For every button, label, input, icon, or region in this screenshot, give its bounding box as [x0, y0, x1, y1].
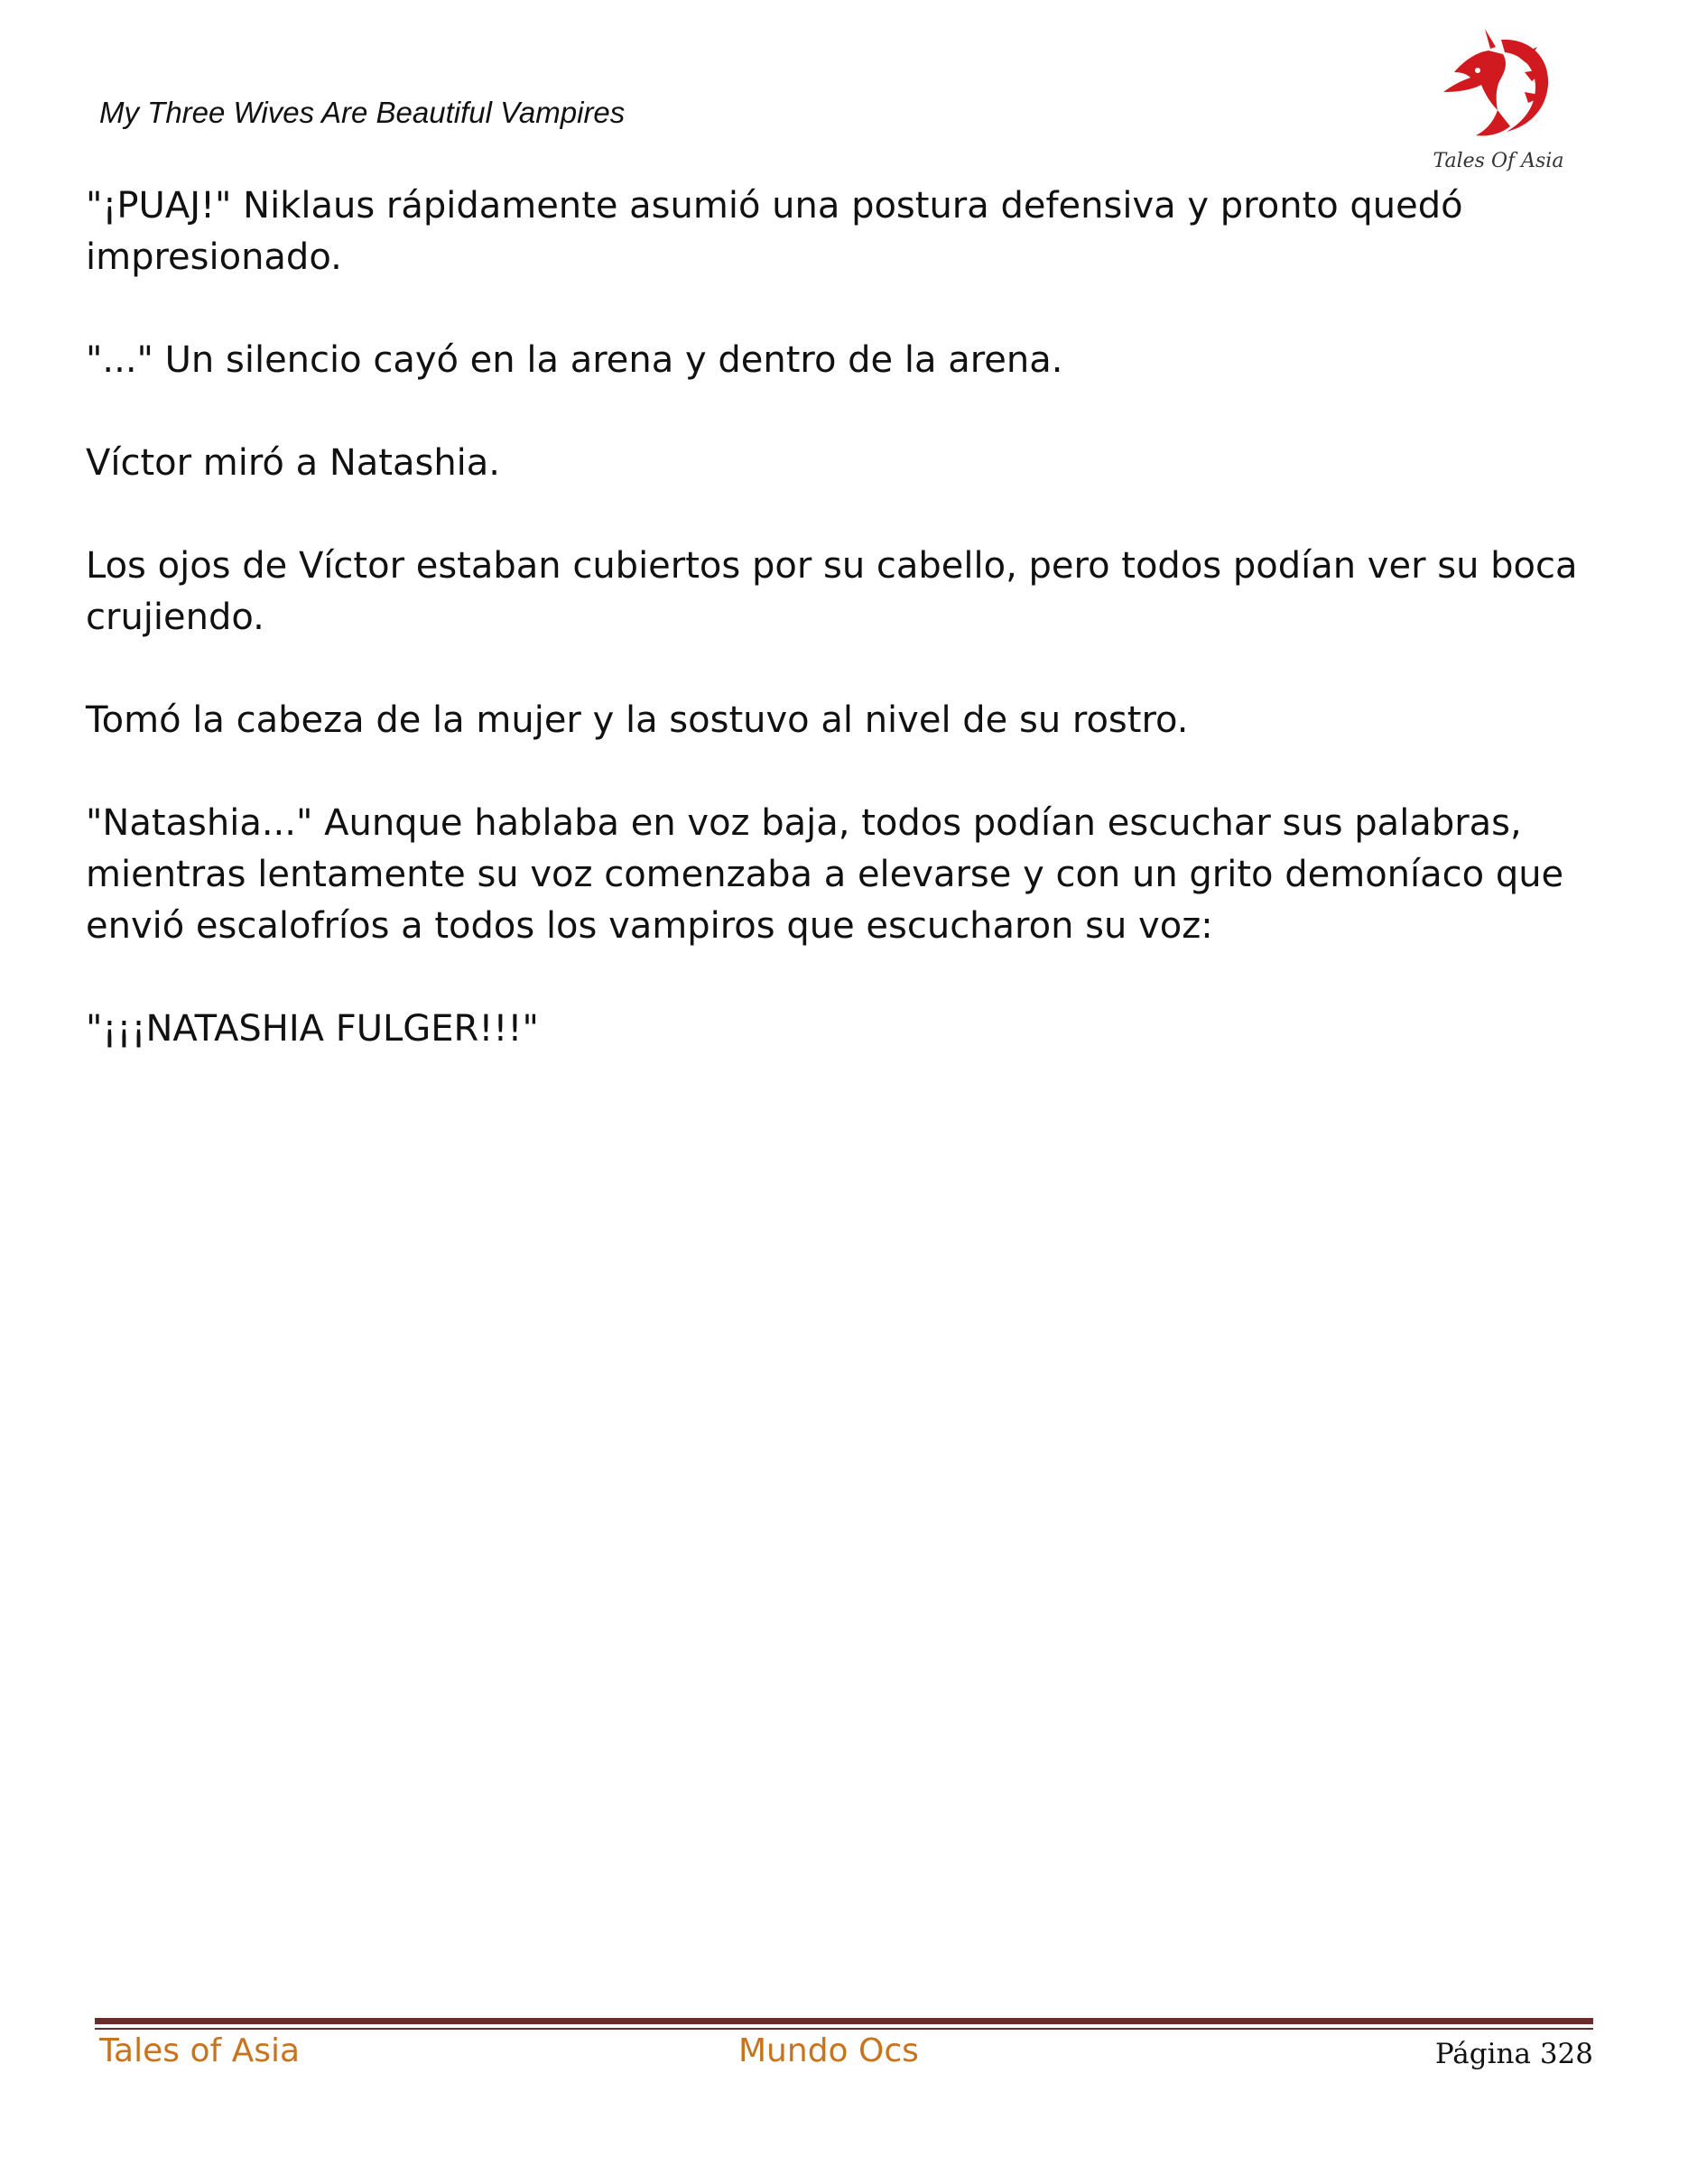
- tales-of-asia-logo: [1431, 20, 1566, 182]
- footer-center-label: Mundo Ocs: [738, 2032, 919, 2069]
- logo-text: Tales Of Asia: [1433, 150, 1564, 172]
- chapter-body: [86, 180, 1620, 1106]
- paragraph: Los ojos de Víctor estaban cubiertos por su cabello, pero todos podían ver su boca crujiendo.: [86, 545, 1578, 638]
- document-header-title: My Three Wives Are Beautiful Vampires: [99, 96, 626, 129]
- red-dragon-icon: [1431, 20, 1566, 155]
- footer-divider: [95, 2018, 1593, 2024]
- paragraph: "¡¡¡NATASHIA FULGER!!!": [86, 1008, 539, 1050]
- paragraph: "Natashia..." Aunque hablaba en voz baja, todos podían escuchar sus palabras, mientras lentamente su voz comenzaba a elevarse y con un grito demoníaco que envió escalofríos a todos los vampiros que escucharon su voz:: [86, 802, 1564, 947]
- footer-publisher: Tales of Asia: [99, 2032, 301, 2069]
- paragraph: Tomó la cabeza de la mujer y la sostuvo al nivel de su rostro.: [86, 699, 1189, 741]
- paragraph: "..." Un silencio cayó en la arena y dentro de la arena.: [86, 339, 1063, 381]
- page-number: Página 328: [1434, 2038, 1593, 2070]
- paragraph: "¡PUAJ!" Niklaus rápidamente asumió una postura defensiva y pronto quedó impresionado.: [86, 185, 1463, 278]
- footer-divider-thin: [95, 2028, 1593, 2030]
- paragraph: Víctor miró a Natashia.: [86, 442, 501, 484]
